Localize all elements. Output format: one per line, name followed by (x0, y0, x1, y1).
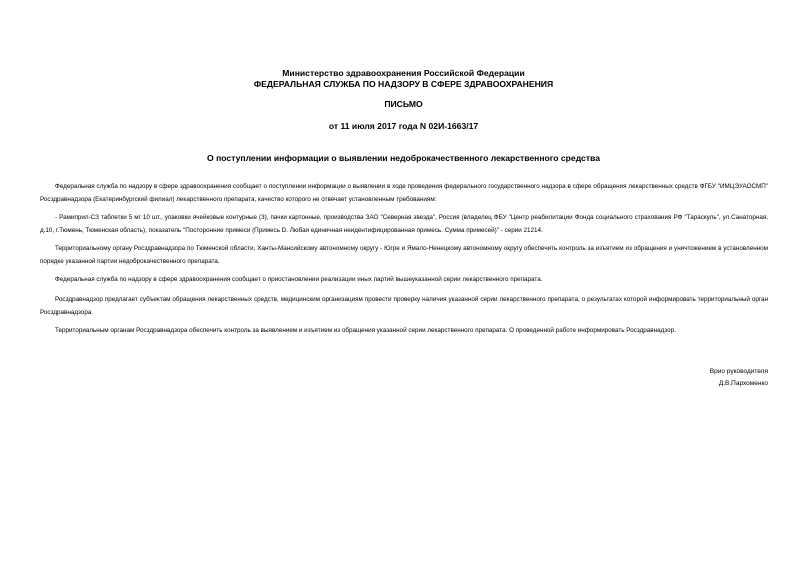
document-type: ПИСЬМО (384, 99, 423, 109)
signatory-position: Врио руководителя (709, 368, 768, 375)
body-paragraph-2: - Рамиприл-СЗ таблетки 5 мг 10 шт., упаковки ячейковые контурные (3), пачки картонные, производства ЗАО "Северная звезда", Россия (владелец ФБУ "Центр реабилитации Фонда социального страхования РФ "Тараскуль", ул.Санаторная, д.10, г.Тюмень, Тюменская область), показатель "Посторонние примеси (Примесь D. Любая единичная неидентифицированная примесь. Сумма примесей)" - серии 21214. (40, 214, 768, 234)
body-paragraph-6: Территориальным органам Росздравнадзора обеспечить контроль за выявлением и изъятием из обращения указанной серии лекарственного препарата. О проведенной работе информировать Росздравнадзор. (55, 327, 676, 334)
service-name: ФЕДЕРАЛЬНАЯ СЛУЖБА ПО НАДЗОРУ В СФЕРЕ ЗДРАВООХРАНЕНИЯ (253, 79, 554, 89)
body-paragraph-5: Росздравнадзор предлагает субъектам обращения лекарственных средств, медицинским организациям провести проверку наличия указанной серии лекарственного препарата, о результатах которой информировать территориальный орган Росздравнадзора. (40, 296, 768, 316)
document-date-number: от 11 июля 2017 года N 02И-1663/17 (328, 121, 479, 131)
body-paragraph-3: Территориальному органу Росздравнадзора по Тюменской области, Ханты-Мансийскому автономному округу - Югре и Ямало-Ненецкому автономному округу обеспечить контроль за изъятием из обращения и уничтожением в установленном порядке указанной партии недоброкачественного препарата. (40, 245, 768, 265)
signatory-name: Д.В.Пархоменко (718, 380, 768, 387)
body-paragraph-1: Федеральная служба по надзору в сфере здравоохранения сообщает о поступлении информации о выявлении в ходе проведения федерального государственного надзора в сфере обращения лекарственных средств ФГБУ "ИМЦЭУАОСМП" Росздравнадзора (Екатеринбургский филиал) лекарственного препарата, качество которого не отвечает установленным требованиям: (40, 183, 768, 203)
body-paragraph-4: Федеральная служба по надзору в сфере здравоохранения сообщает о приостановлении реализации иных партий вышеуказанной серии лекарственного препарата. (55, 276, 543, 283)
ministry-name: Министерство здравоохранения Российской Федерации (282, 68, 525, 78)
document-subject: О поступлении информации о выявлении недоброкачественного лекарственного средства (207, 153, 600, 163)
